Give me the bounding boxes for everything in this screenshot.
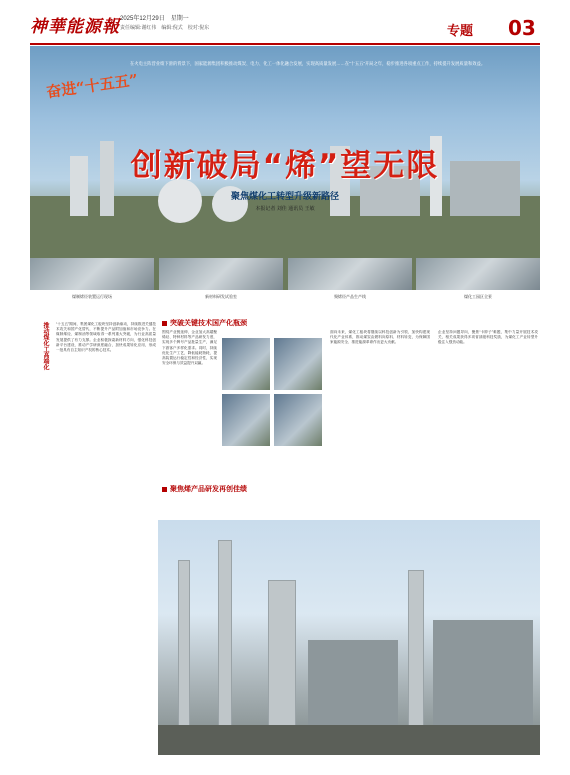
photo-caption: 新材料研发试验室 (205, 294, 237, 299)
inset-photo (222, 394, 270, 446)
chimney (178, 560, 190, 742)
photo-caption: 煤化工园区全景 (464, 294, 492, 299)
inset-photo (274, 338, 322, 390)
inset-photo (274, 394, 322, 446)
body-column: 企业坚持问题导向，聚焦“卡脖子”难题，集中力量开展技术攻关，相关成果获得多项省部级科技奖励，为煤化工产业转型升级注入强劲动能。 (438, 330, 538, 345)
inset-photo (222, 338, 270, 390)
newspaper-logo: 神華能源報 (30, 17, 120, 37)
photo-caption: 聚烯烃产品生产线 (334, 294, 366, 299)
body-column: 面向未来，煤化工板块将继续以科技创新为引领，加快构建现代化产业体系，推动煤炭由燃料向原料、材料转变，为保障国家能源安全、推进能源革命作出更大贡献。 (330, 330, 430, 345)
byline: 本报记者 刘佳 通讯员 王敏 (255, 206, 315, 212)
chimney (408, 570, 424, 742)
plant-photo (158, 520, 540, 755)
photo (30, 258, 154, 290)
body-column: “十五五”期间，集团煤化工板块坚持创新驱动，持续推进关键技术攻关和国产化替代，不断提升产品附加值和市场竞争力。在煤制烯烃、煤制油等领域取得一系列重大突破，为行业高质量发展提供了有力支撑。企业积极探索新材料方向，强化科技创新平台建设，推动产学研深度融合，加快成果转化应用，形成一批具有自主知识产权的核心技术。 (56, 322, 156, 353)
photo (159, 258, 283, 290)
masthead (0, 0, 570, 44)
tower (268, 580, 296, 742)
photo-caption: 煤制烯烃装置运行现场 (72, 294, 112, 299)
photo (288, 258, 412, 290)
chimney (218, 540, 232, 742)
editor-credits: 责任编辑:谢红伟 编辑:倪式 校对:倪东 (120, 25, 210, 31)
sidebar-label: 推动煤化工高端化 (42, 322, 49, 370)
section-label: 专题 (447, 24, 474, 39)
inset-photo-group (222, 338, 322, 448)
photo (416, 258, 540, 290)
main-headline: 创新破局“烯”望无限 (130, 148, 440, 184)
page-number: 03 (508, 16, 536, 40)
ground (158, 725, 540, 755)
building (433, 620, 533, 740)
body-column: 围绕产业链延伸，企业加大高端聚烯烃、特种材料等产品研发力度，实现多个牌号产品批量生产，满足下游客户多样化需求。同时，持续优化生产工艺，降低能耗物耗，提高装置运行稳定性和经济性，实现安全环保与效益提升双赢。 (162, 330, 217, 366)
issue-date: 2025年12月29日 星期一 (120, 16, 189, 22)
photo-strip (30, 258, 540, 306)
section-heading: 突破关键技术国产化瓶颈 (162, 318, 247, 328)
headline-subtitle: 聚焦煤化工转型升级新路径 (230, 192, 339, 202)
header-rule (30, 43, 540, 45)
hero-slogan: 奋进“十五五” (45, 70, 140, 102)
hero-intro-text: 在火电主阵营业绩下滑的背景下，国家能源集团积极推动煤炭、电力、化工一体化融合发展，实现高质量发展……在“十五五”开局之年，稳步推进各项重点工作，持续提升发展质量和效益。 (130, 61, 486, 66)
section-heading: 聚焦烯产品研发再创佳绩 (162, 484, 247, 494)
